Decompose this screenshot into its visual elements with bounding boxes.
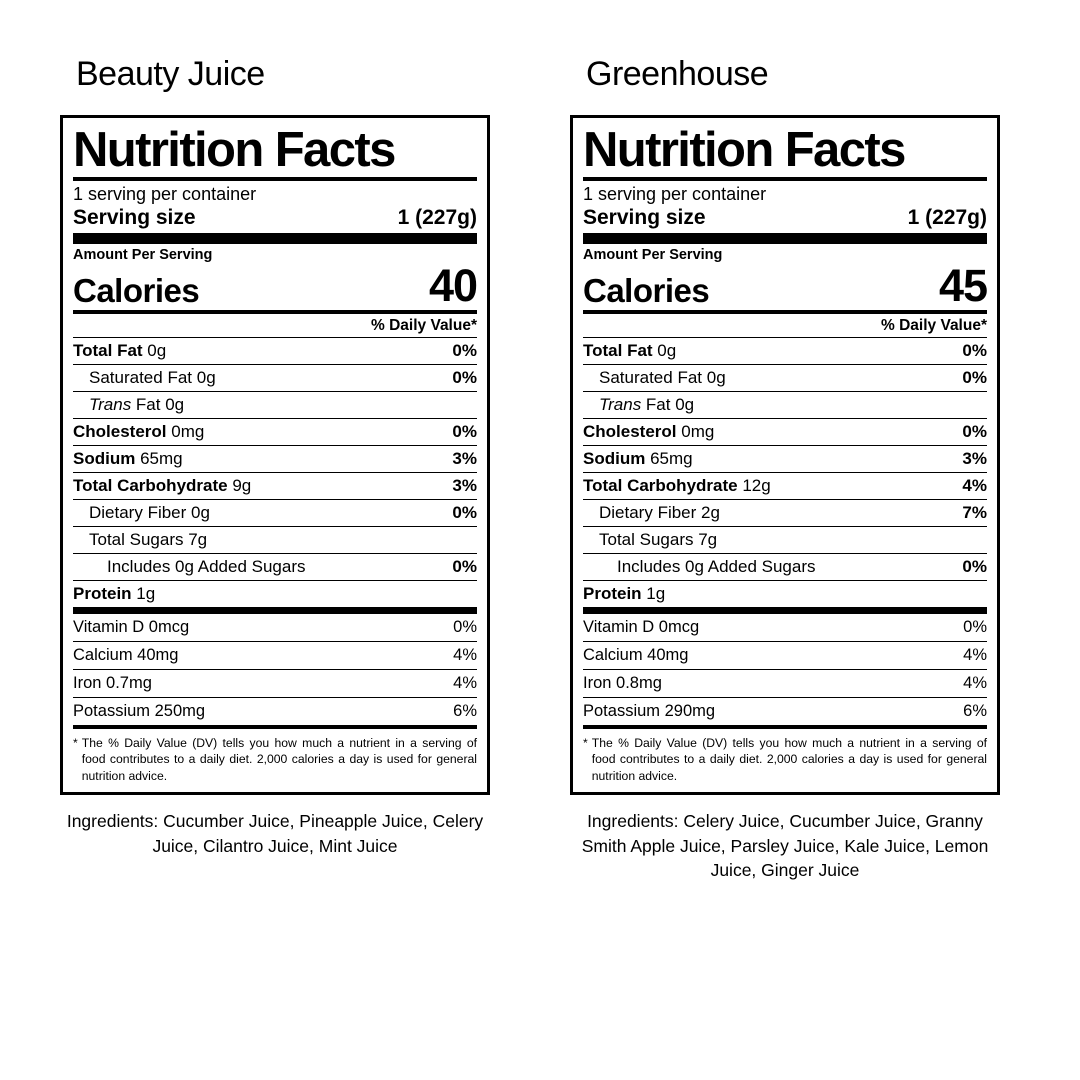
product-panel-beauty-juice bbox=[60, 48, 490, 1080]
vitamin-row bbox=[583, 614, 987, 641]
serving-size-row bbox=[73, 206, 477, 233]
footnote bbox=[583, 729, 987, 783]
vitamin-daily-value: 4% bbox=[453, 646, 477, 665]
calories-row bbox=[73, 260, 477, 312]
divider-sep bbox=[73, 607, 477, 614]
nutrient-daily-value: 0% bbox=[962, 341, 987, 361]
footnote bbox=[73, 729, 477, 783]
nutrient-row bbox=[583, 338, 987, 364]
nutrient-name: Sodium 65mg bbox=[583, 449, 693, 469]
nutrient-list-1 bbox=[583, 338, 987, 607]
nutrient-daily-value: 0% bbox=[452, 503, 477, 523]
nutrient-daily-value: 0% bbox=[962, 422, 987, 442]
nutrient-name: Sodium 65mg bbox=[73, 449, 183, 469]
vitamin-row bbox=[583, 698, 987, 725]
nutrient-daily-value: 3% bbox=[962, 449, 987, 469]
vitamin-name: Calcium 40mg bbox=[73, 646, 179, 665]
nutrition-facts-label bbox=[570, 115, 1000, 794]
nutrient-daily-value: 4% bbox=[962, 476, 987, 496]
footnote-text: The % Daily Value (DV) tells you how much a nutrient in a serving of food contributes to a daily diet. 2,000 calories a day is used for general nutrition advice. bbox=[591, 736, 987, 783]
vitamin-name: Potassium 290mg bbox=[583, 702, 716, 721]
nutrient-name: Protein 1g bbox=[583, 584, 666, 604]
serving-size-label: Serving size bbox=[73, 206, 196, 230]
nutrient-daily-value: 0% bbox=[452, 557, 477, 577]
vitamin-list-1 bbox=[583, 614, 987, 725]
page-title: Greenhouse bbox=[586, 55, 769, 93]
nutrient-daily-value: 7% bbox=[962, 503, 987, 523]
divider-thick bbox=[583, 233, 987, 244]
vitamin-daily-value: 4% bbox=[453, 674, 477, 693]
serving-size-label: Serving size bbox=[583, 206, 706, 230]
vitamin-daily-value: 0% bbox=[963, 618, 987, 637]
nutrient-row bbox=[73, 527, 477, 553]
nutrient-name: Total Fat 0g bbox=[73, 341, 167, 361]
vitamin-daily-value: 6% bbox=[453, 702, 477, 721]
nutrient-name: Protein 1g bbox=[73, 584, 156, 604]
nutrient-list-0 bbox=[73, 338, 477, 607]
nutrient-daily-value: 0% bbox=[962, 557, 987, 577]
nutrition-facts-label bbox=[60, 115, 490, 794]
nutrient-row bbox=[583, 473, 987, 499]
serving-size-value: 1 (227g) bbox=[397, 206, 477, 230]
vitamin-row bbox=[583, 670, 987, 697]
calories-label: Calories bbox=[73, 271, 200, 309]
servings-per-container: 1 serving per container bbox=[73, 184, 257, 205]
nutrient-row bbox=[583, 419, 987, 445]
nutrient-name: Total Sugars 7g bbox=[599, 530, 718, 550]
vitamin-daily-value: 4% bbox=[963, 646, 987, 665]
nutrient-row bbox=[583, 500, 987, 526]
vitamin-name: Vitamin D 0mcg bbox=[583, 618, 700, 637]
nutrient-row bbox=[73, 392, 477, 418]
ingredients-text: Ingredients: Celery Juice, Cucumber Juice, Granny Smith Apple Juice, Parsley Juice, Kale Juice, Lemon Juice, Ginger Juice bbox=[581, 810, 989, 881]
nutrient-row bbox=[583, 446, 987, 472]
nutrient-name: Saturated Fat 0g bbox=[89, 368, 216, 388]
product-panel-greenhouse bbox=[570, 48, 1000, 1080]
vitamin-name: Potassium 250mg bbox=[73, 702, 206, 721]
nutrient-row bbox=[583, 554, 987, 580]
vitamin-daily-value: 6% bbox=[963, 702, 987, 721]
nutrient-name: Total Sugars 7g bbox=[89, 530, 208, 550]
nutrient-name: Total Carbohydrate 9g bbox=[73, 476, 252, 496]
vitamin-daily-value: 0% bbox=[453, 618, 477, 637]
footnote-star: * bbox=[73, 736, 78, 751]
vitamin-name: Calcium 40mg bbox=[583, 646, 689, 665]
nutrient-row bbox=[73, 446, 477, 472]
calories-value: 45 bbox=[938, 260, 987, 312]
serving-size-row bbox=[583, 206, 987, 233]
nutrient-name: Saturated Fat 0g bbox=[599, 368, 726, 388]
ingredients-text: Ingredients: Cucumber Juice, Pineapple Juice, Celery Juice, Cilantro Juice, Mint Juice bbox=[66, 810, 484, 856]
servings-per-container: 1 serving per container bbox=[583, 184, 767, 205]
vitamin-row bbox=[583, 642, 987, 669]
vitamin-name: Iron 0.8mg bbox=[583, 674, 662, 693]
nutrient-row bbox=[73, 500, 477, 526]
nutrient-row bbox=[583, 392, 987, 418]
nutrient-row bbox=[583, 527, 987, 553]
nutrient-name: Includes 0g Added Sugars bbox=[617, 557, 816, 577]
divider-sep bbox=[583, 607, 987, 614]
daily-value-header: % Daily Value* bbox=[371, 317, 477, 335]
vitamin-list-0 bbox=[73, 614, 477, 725]
nutrient-name: Dietary Fiber 2g bbox=[599, 503, 720, 523]
vitamin-name: Vitamin D 0mcg bbox=[73, 618, 190, 637]
nutrient-daily-value: 0% bbox=[452, 341, 477, 361]
nutrient-daily-value: 0% bbox=[452, 368, 477, 388]
nutrient-row bbox=[73, 581, 477, 607]
vitamin-daily-value: 4% bbox=[963, 674, 987, 693]
nutrient-daily-value: 0% bbox=[452, 422, 477, 442]
nutrient-row bbox=[73, 365, 477, 391]
nutrient-name: Cholesterol 0mg bbox=[73, 422, 205, 442]
nutrient-daily-value: 3% bbox=[452, 476, 477, 496]
calories-row bbox=[583, 260, 987, 312]
nutrient-row bbox=[73, 338, 477, 364]
amount-per-serving-label: Amount Per Serving bbox=[583, 247, 723, 264]
nutrient-row bbox=[73, 554, 477, 580]
nutrient-name: Includes 0g Added Sugars bbox=[107, 557, 306, 577]
daily-value-header: % Daily Value* bbox=[881, 317, 987, 335]
footnote-text: The % Daily Value (DV) tells you how much a nutrient in a serving of food contributes to a daily diet. 2,000 calories a day is used for general nutrition advice. bbox=[81, 736, 477, 783]
calories-value: 40 bbox=[428, 260, 477, 312]
nutrient-daily-value: 0% bbox=[962, 368, 987, 388]
serving-size-value: 1 (227g) bbox=[907, 206, 987, 230]
nutrient-name: Total Carbohydrate 12g bbox=[583, 476, 771, 496]
nutrient-name: Cholesterol 0mg bbox=[583, 422, 715, 442]
page-title: Beauty Juice bbox=[76, 55, 265, 93]
nutrient-name: Total Fat 0g bbox=[583, 341, 677, 361]
nutrition-facts-heading: Nutrition Facts bbox=[583, 123, 905, 178]
nutrient-row bbox=[583, 365, 987, 391]
vitamin-row bbox=[73, 670, 477, 697]
vitamin-name: Iron 0.7mg bbox=[73, 674, 152, 693]
nutrient-daily-value: 3% bbox=[452, 449, 477, 469]
nutrition-facts-heading: Nutrition Facts bbox=[73, 123, 395, 178]
vitamin-row bbox=[73, 614, 477, 641]
nutrient-name: Trans Fat 0g bbox=[89, 395, 185, 415]
nutrient-name: Trans Fat 0g bbox=[599, 395, 695, 415]
divider-thick bbox=[73, 233, 477, 244]
nutrient-name: Dietary Fiber 0g bbox=[89, 503, 210, 523]
nutrient-row bbox=[73, 419, 477, 445]
nutrient-row bbox=[73, 473, 477, 499]
footnote-star: * bbox=[583, 736, 588, 751]
vitamin-row bbox=[73, 642, 477, 669]
calories-label: Calories bbox=[583, 271, 710, 309]
vitamin-row bbox=[73, 698, 477, 725]
nutrient-row bbox=[583, 581, 987, 607]
amount-per-serving-label: Amount Per Serving bbox=[73, 247, 213, 264]
